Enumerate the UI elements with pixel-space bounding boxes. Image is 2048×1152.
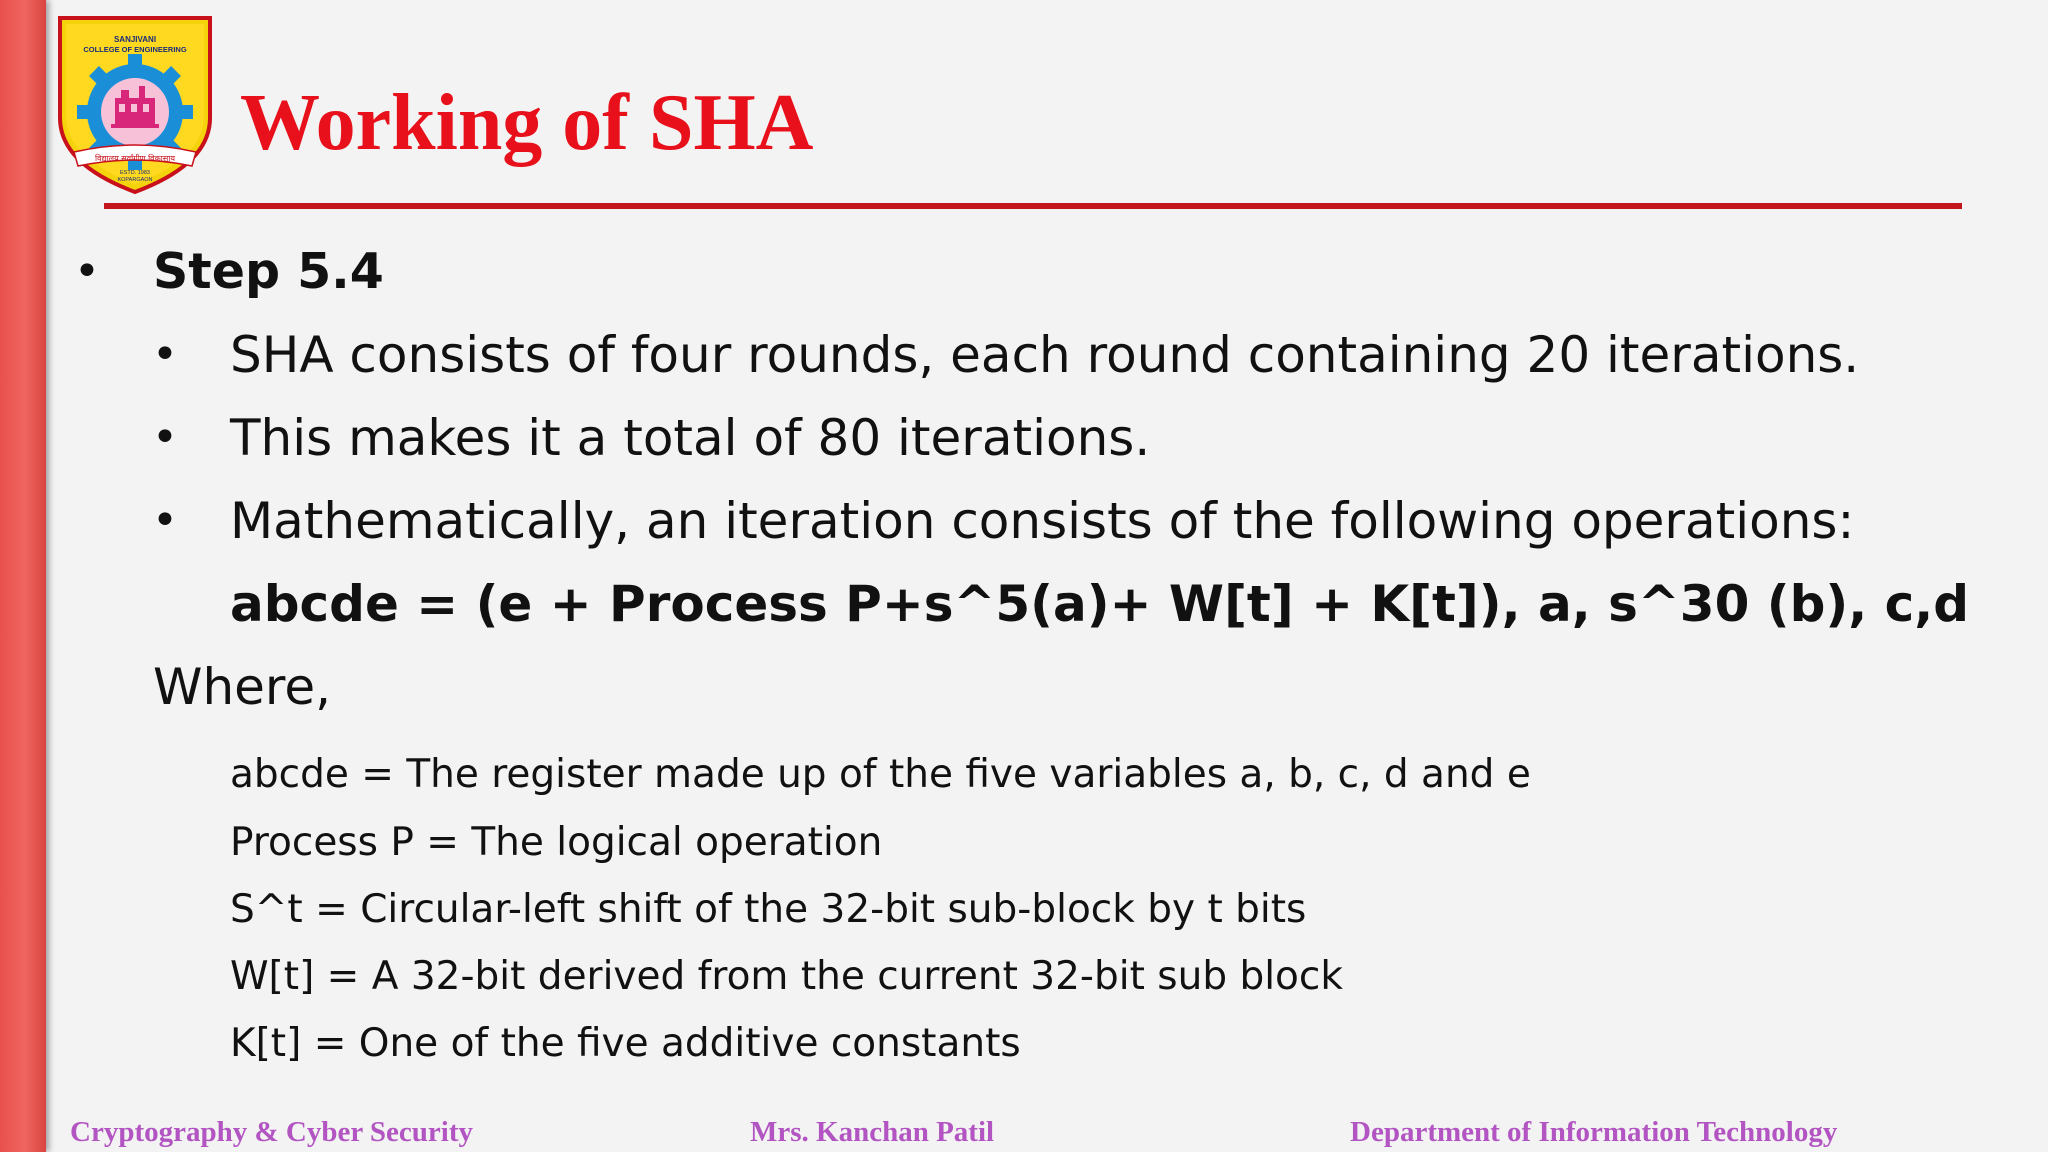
footer-author: Mrs. Kanchan Patil: [750, 1116, 995, 1148]
where-label: Where,: [153, 658, 332, 716]
definition-abcde: abcde = The register made up of the five variables a, b, c, d and e: [230, 752, 1531, 797]
definition-shift: S^t = Circular-left shift of the 32-bit sub-block by t bits: [230, 887, 1307, 932]
footer-course: Cryptography & Cyber Security: [70, 1116, 474, 1148]
point-total-iterations: This makes it a total of 80 iterations.: [230, 409, 1151, 467]
logo-college-name-line2: COLLEGE OF ENGINEERING: [83, 45, 187, 54]
sha-formula: abcde = (e + Process P+s^5(a)+ W[t] + K[t]), a, s^30 (b), c,d: [230, 575, 1970, 633]
logo-college-name-line1: SANJIVANI: [113, 35, 157, 44]
point-operations: Mathematically, an iteration consists of the following operations:: [230, 492, 1855, 550]
footer-department: Department of Information Technology: [1350, 1116, 1838, 1148]
point-rounds: SHA consists of four rounds, each round containing 20 iterations.: [230, 326, 1860, 384]
bullet-glyph: •: [152, 412, 178, 463]
bullet-glyph: •: [152, 495, 178, 546]
bullet-glyph: •: [74, 246, 100, 297]
definition-process-p: Process P = The logical operation: [230, 820, 883, 865]
logo-estd: ESTD. 1983: [120, 170, 150, 176]
definition-w: W[t] = A 32-bit derived from the current 32-bit sub block: [230, 954, 1343, 999]
bullet-glyph: •: [152, 329, 178, 380]
step-heading: Step 5.4: [153, 243, 384, 300]
logo-motto: विद्यालय सर्वांगीण विकासाय: [95, 154, 175, 163]
definition-k: K[t] = One of the five additive constants: [230, 1021, 1021, 1066]
slide-title: Working of SHA: [240, 79, 814, 167]
logo-place: KOPARGAON: [117, 177, 153, 183]
